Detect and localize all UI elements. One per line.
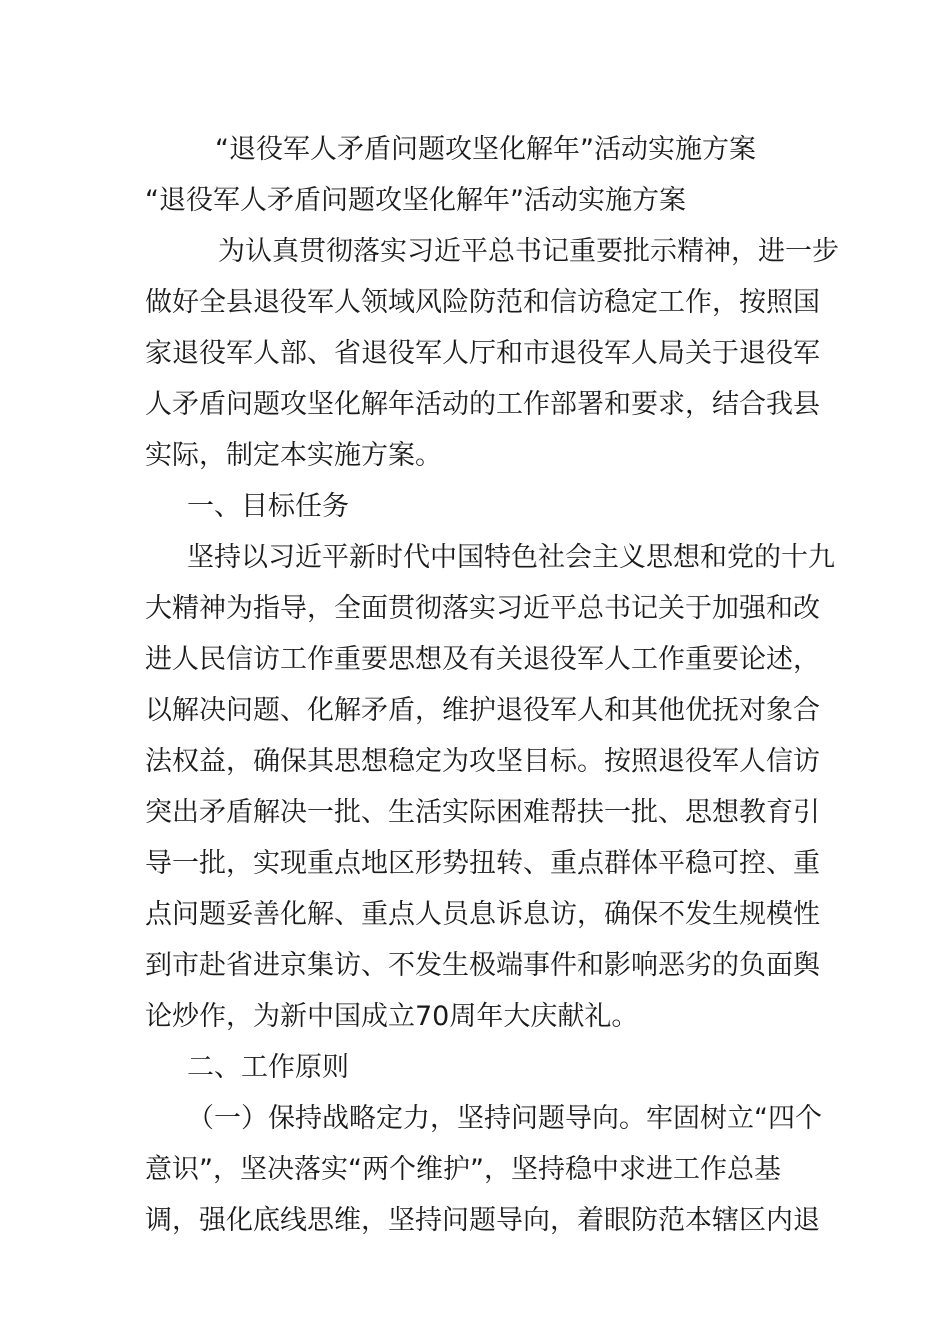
section-1-line: 大精神为指导，全面贯彻落实习近平总书记关于加强和改 — [145, 593, 820, 624]
intro-line: 为认真贯彻落实习近平总书记重要批示精神，进一步 — [218, 236, 839, 267]
intro-line: 家退役军人部、省退役军人厅和市退役军人局关于退役军 — [145, 338, 820, 369]
section-1-line: 以解决问题、化解矛盾，维护退役军人和其他优抚对象合 — [145, 695, 820, 726]
section-2-line: 意识”，坚决落实“两个维护”，坚持稳中求进工作总基 — [145, 1154, 781, 1185]
intro-line: 人矛盾问题攻坚化解年活动的工作部署和要求，结合我县 — [145, 389, 820, 420]
section-1-line: 点问题妥善化解、重点人员息诉息访，确保不发生规模性 — [145, 899, 820, 930]
section-1-line: 到市赴省进京集访、不发生极端事件和影响恶劣的负面舆 — [145, 950, 820, 981]
section-1-line: 突出矛盾解决一批、生活实际困难帮扶一批、思想教育引 — [145, 797, 820, 828]
section-1-line: 论炒作，为新中国成立70周年大庆献礼。 — [145, 1001, 639, 1032]
intro-line: 做好全县退役军人领域风险防范和信访稳定工作，按照国 — [145, 287, 820, 318]
section-1-line: 导一批，实现重点地区形势扭转、重点群体平稳可控、重 — [145, 848, 820, 879]
section-1-line: 进人民信访工作重要思想及有关退役军人工作重要论述， — [145, 644, 820, 675]
section-heading-principles: 二、工作原则 — [187, 1052, 349, 1083]
section-1-line: 法权益，确保其思想稳定为攻坚目标。按照退役军人信访 — [145, 746, 820, 777]
section-2-line: 调，强化底线思维，坚持问题导向，着眼防范本辖区内退 — [145, 1205, 820, 1236]
section-1-line: 坚持以习近平新时代中国特色社会主义思想和党的十九 — [187, 542, 835, 573]
document-subtitle: “退役军人矛盾问题攻坚化解年”活动实施方案 — [145, 185, 686, 216]
section-heading-goals: 一、目标任务 — [187, 491, 349, 522]
document-title: “退役军人矛盾问题攻坚化解年”活动实施方案 — [215, 134, 756, 165]
section-2-line: （一）保持战略定力，坚持问题导向。牢固树立“四个 — [187, 1103, 822, 1134]
intro-line: 实际，制定本实施方案。 — [145, 440, 442, 471]
